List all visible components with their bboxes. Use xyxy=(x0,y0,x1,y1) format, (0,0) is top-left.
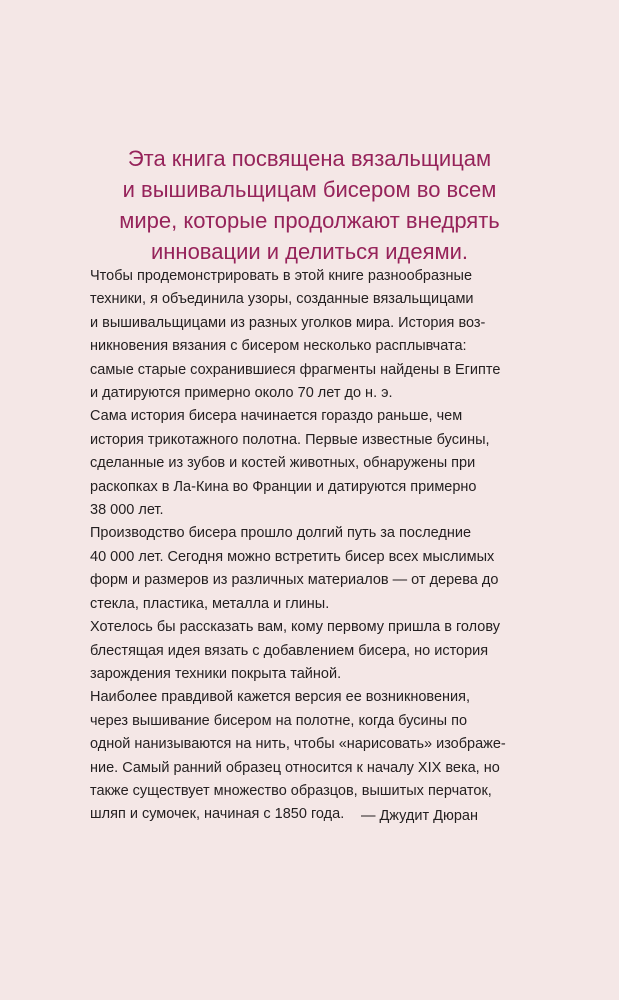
body-line: ние. Самый ранний образец относится к началу XIX века, но xyxy=(90,759,500,776)
body-line: блестящая идея вязать с добавлением бисера, но история xyxy=(90,642,489,659)
body-line: также существует множество образцов, вышитых перчаток, xyxy=(90,782,492,799)
author-signature: — Джудит Дюран xyxy=(360,808,478,824)
epigraph-line: мире, которые продолжают внедрять xyxy=(119,208,500,233)
body-line: сделанные из зубов и костей животных, обнаружены при xyxy=(90,455,476,472)
body-line: стекла, пластика, металла и глины. xyxy=(90,595,330,612)
body-line: техники, я объединила узоры, созданные вязальщицами xyxy=(90,291,474,308)
body-line: Сама история бисера начинается гораздо раньше, чем xyxy=(90,408,463,425)
body-line: никновения вязания с бисером несколько расплывчата: xyxy=(90,338,467,355)
epigraph-line: Эта книга посвящена вязальщицам xyxy=(127,146,492,171)
body-line: форм и размеров из различных материалов — от дерева до xyxy=(90,572,499,589)
body-line: одной нанизываются на нить, чтобы «нарисовать» изображе- xyxy=(90,736,506,753)
body-line: Чтобы продемонстрировать в этой книге разнообразные xyxy=(90,268,473,284)
body-line: самые старые сохранившиеся фрагменты найдены в Египте xyxy=(90,361,501,378)
body-line: Наиболее правдивой кажется версия ее возникновения, xyxy=(90,689,470,706)
epigraph-line: инновации и делиться идеями. xyxy=(150,239,469,264)
body-line: шляп и сумочек, начиная с 1850 года. xyxy=(90,806,345,823)
body-line: через вышивание бисером на полотне, когда бусины по xyxy=(90,712,468,729)
body-line: раскопках в Ла-Кина во Франции и датируются примерно xyxy=(90,478,477,495)
body-line: 38 000 лет. xyxy=(90,502,164,519)
body-line: Хотелось бы рассказать вам, кому первому пришла в голову xyxy=(90,619,500,636)
epigraph-line: и вышивальщицам бисером во всем xyxy=(122,177,497,202)
body-line: и датируются примерно около 70 лет до н. э. xyxy=(90,385,393,402)
body-line: Производство бисера прошло долгий путь за последние xyxy=(90,525,472,542)
body-line: 40 000 лет. Сегодня можно встретить бисер всех мыслимых xyxy=(90,548,495,565)
body-line: зарождения техники покрыта тайной. xyxy=(90,665,342,682)
body-line: история трикотажного полотна. Первые известные бусины, xyxy=(90,431,490,448)
preface-body xyxy=(90,265,530,827)
dedication-epigraph xyxy=(60,143,559,267)
body-line: и вышивальщицами из разных уголков мира. История воз- xyxy=(90,314,486,331)
